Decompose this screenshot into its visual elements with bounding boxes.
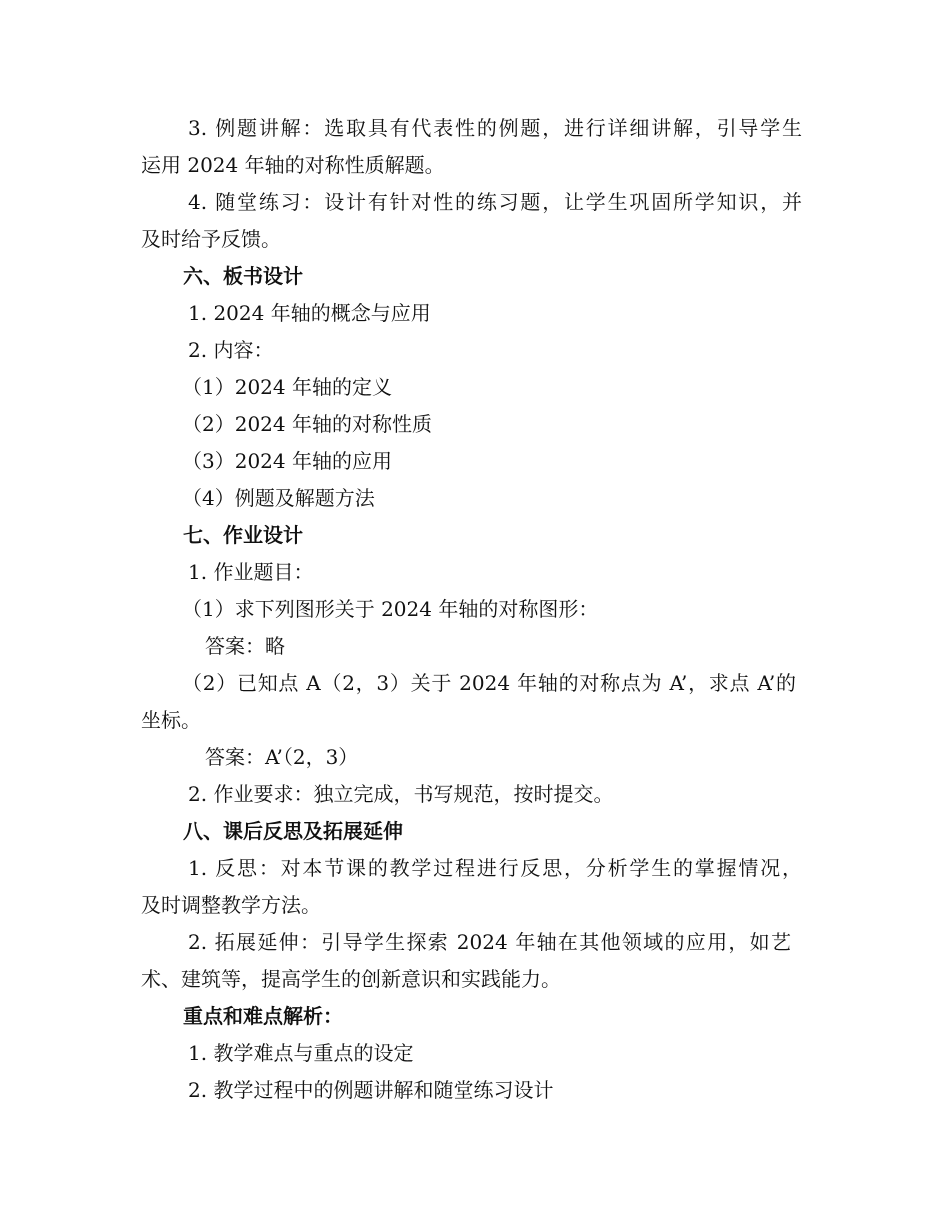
section-heading: 重点和难点解析： bbox=[183, 1004, 343, 1028]
paragraph-line: 2. 拓展延伸：引导学生探索 2024 年轴在其他领域的应用，如艺 bbox=[188, 930, 791, 954]
list-item: （4）例题及解题方法 bbox=[182, 486, 375, 510]
paragraph-line: 及时调整教学方法。 bbox=[141, 893, 321, 917]
paragraph-line: 3. 例题讲解：选取具有代表性的例题，进行详细讲解，引导学生 bbox=[188, 116, 802, 140]
paragraph-line: 坐标。 bbox=[141, 708, 201, 732]
list-item: （2）2024 年轴的对称性质 bbox=[182, 412, 432, 436]
paragraph-line: 1. 反思：对本节课的教学过程进行反思，分析学生的掌握情况， bbox=[188, 856, 802, 880]
list-item: （1）2024 年轴的定义 bbox=[182, 375, 392, 399]
paragraph-line: 运用 2024 年轴的对称性质解题。 bbox=[141, 153, 445, 177]
list-item: 1. 教学难点与重点的设定 bbox=[188, 1041, 414, 1065]
list-item: （1）求下列图形关于 2024 年轴的对称图形： bbox=[182, 597, 599, 621]
section-heading: 八、课后反思及拓展延伸 bbox=[183, 819, 403, 843]
section-heading: 七、作业设计 bbox=[183, 523, 303, 547]
list-item: 1. 作业题目： bbox=[188, 560, 314, 584]
list-item: 2. 作业要求：独立完成，书写规范，按时提交。 bbox=[188, 782, 614, 806]
list-item: （3）2024 年轴的应用 bbox=[182, 449, 392, 473]
paragraph-line: 4. 随堂练习：设计有针对性的练习题，让学生巩固所学知识，并 bbox=[188, 190, 802, 214]
list-item: 2. 教学过程中的例题讲解和随堂练习设计 bbox=[188, 1078, 554, 1102]
list-item: （2）已知点 A（2，3）关于 2024 年轴的对称点为 A’，求点 A’的 bbox=[182, 671, 796, 695]
paragraph-line: 术、建筑等，提高学生的创新意识和实践能力。 bbox=[141, 967, 561, 991]
section-heading: 六、板书设计 bbox=[183, 264, 303, 288]
list-item: 2. 内容： bbox=[188, 338, 274, 362]
answer-line: 答案：略 bbox=[205, 634, 285, 658]
list-item: 1. 2024 年轴的概念与应用 bbox=[188, 301, 431, 325]
answer-line: 答案：A’（2，3） bbox=[205, 745, 359, 769]
paragraph-line: 及时给予反馈。 bbox=[141, 227, 281, 251]
